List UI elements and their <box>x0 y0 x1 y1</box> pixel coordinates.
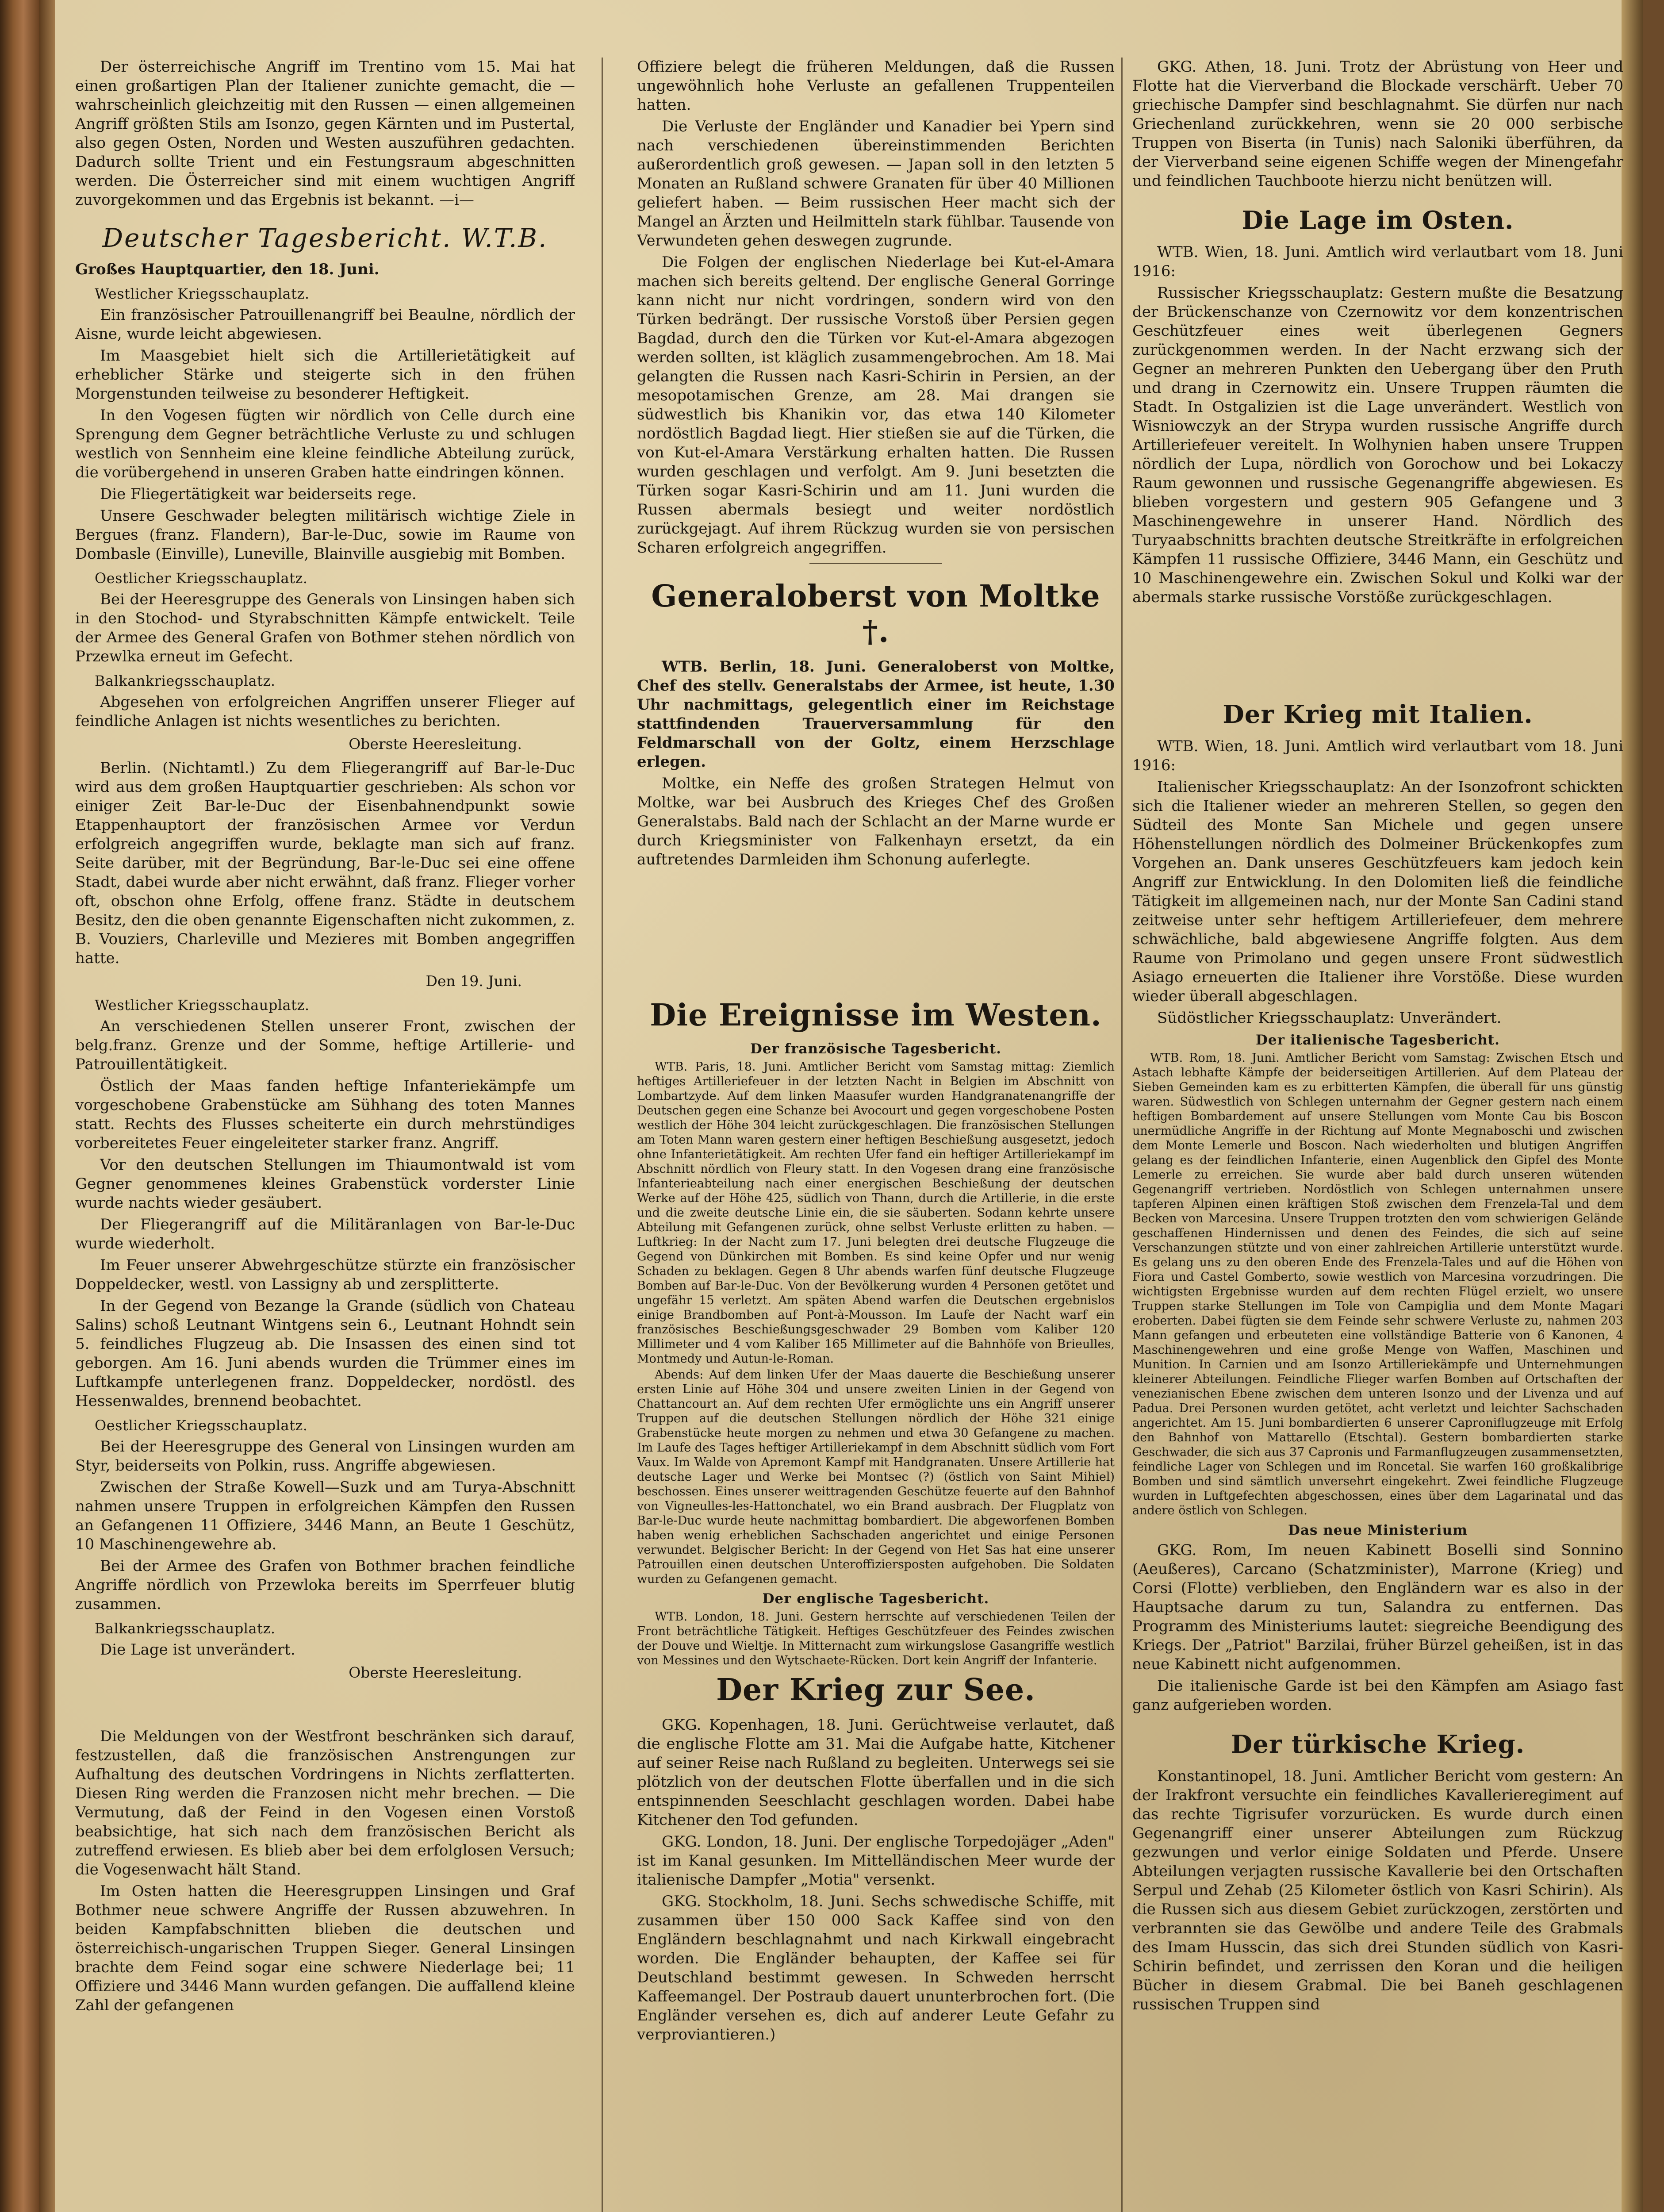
paragraph: Ein französischer Patrouillenangriff bei Beaulne, nördlich der Aisne, wurde leicht abgewiesen. <box>75 306 575 343</box>
paragraph: GKG. London, 18. Juni. Der englische Torpedojäger „Aden" ist im Kanal gesunken. Im Mittelländischen Meer wurde der italienische Dampfer „Motia" versenkt. <box>637 1833 1115 1889</box>
paragraph: GKG. Stockholm, 18. Juni. Sechs schwedische Schiffe, mit zusammen über 150 000 Sack Kaffee sind von den Engländern beschlagnahmt und nach Kirkwall eingebracht worden. Die Engländer behaupten, der Kaffee sei für Deutschland bestimmt gewesen. In Schweden herrscht Kaffeemangel. Der Postraub dauert ununterbrochen fort. (Die Engländer versehen es, dich auf anderer Leute Gefahr zu verproviantieren.) <box>637 1893 1115 2043</box>
subheading: Westlicher Kriegsschauplatz. <box>95 997 310 1014</box>
subheadline: Der englische Tagesbericht. <box>762 1591 989 1607</box>
divider <box>809 563 942 564</box>
paragraph: Vor den deutschen Stellungen im Thiaumontwald ist vom Gegner genommenes kleines Grabenstück vorderster Linie wurde nachts wieder gesäubert. <box>75 1156 575 1212</box>
headline: Der Krieg mit Italien. <box>1223 700 1533 729</box>
paragraph: Die italienische Garde ist bei den Kämpfen am Asiago fast ganz aufgerieben worden. <box>1132 1677 1623 1714</box>
paragraph: Die Fliegertätigkeit war beiderseits rege. <box>100 485 417 503</box>
column-3 <box>1132 58 1623 2212</box>
paragraph: Der österreichische Angriff im Trentino vom 15. Mai hat einen großartigen Plan der Italiener zunichte gemacht, die — wahrscheinlich gleichzeitig mit den Russen — einen allgemeinen Angriff größten Stils am Isonzo, gegen Kärnten und im Pustertal, also gegen Osten, Norden und Westen auszuführen gedachten. Dadurch sollte Trient und ein Festungsraum abgeschnitten werden. Die Österreicher sind mit einem wuchtigen Angriff zuvorgekommen und das Ergebnis ist bekannt. —i— <box>75 58 575 209</box>
paragraph: Moltke, ein Neffe des großen Strategen Helmut von Moltke, war bei Ausbruch des Krieges Chef des Großen Generalstabs. Bald nach der Schlacht an der Marne wurde er durch Kriegsminister von Falkenhayn ersetzt, da ein auftretendes Darmleiden ihm Schonung auferlegte. <box>637 775 1115 868</box>
paragraph: WTB. Wien, 18. Juni. Amtlich wird verlautbart vom 18. Juni 1916: <box>1132 737 1623 774</box>
section-title: Deutscher Tagesbericht. W.T.B. <box>102 223 548 253</box>
paragraph: Italienischer Kriegsschauplatz: An der Isonzofront schickten sich die Italiener wieder an mehreren Stellen, so gegen den Südteil des Monte San Michele und gegen unsere Höhenstellungen nördlich des Dolmeiner Brückenkopfes zum Vorgehen an. Dank unseres Geschützfeuers kam jedoch kein Angriff zur Entwicklung. In den Dolomiten ließ die feindliche Tätigkeit im allgemeinen nach, nur der Monte San Cadini stand zeitweise unter sehr heftigem Artilleriefeuer, dem mehrere schwächliche, bald abgewiesene Angriffe folgten. Aus dem Raume von Primolano und gegen unsere Front südwestlich Asiago erneuerten die Italiener ihre Vorstöße. Diese wurden wieder überall abgeschlagen. <box>1132 778 1623 1005</box>
signature: Oberste Heeresleitung. <box>349 735 522 753</box>
paragraph: Offiziere belegt die früheren Meldungen, daß die Russen ungewöhnlich hohe Verluste an gefallenen Truppenteilen hatten. <box>637 58 1115 114</box>
paragraph: Im Osten hatten die Heeresgruppen Linsingen und Graf Bothmer neue schwere Angriffe der Russen abzuwehren. In beiden Kampfabschnitten blieben die deutschen und österreichisch-ungarischen Truppen Sieger. General Linsingen brachte dem Feind sogar eine schwere Niederlage bei; 11 Offiziere und 3446 Mann wurden gefangen. Die auffallend kleine Zahl der gefangenen <box>75 1882 575 2014</box>
paragraph: WTB. Paris, 18. Juni. Amtlicher Bericht vom Samstag mittag: Ziemlich heftiges Artilleriefeuer in der letzten Nacht in Belgien im Abschnitt von Lombartzyde. Auf dem linken Maasufer wurden Handgranatenangriffe der Deutschen gegen eine Schanze bei Avocourt und gegen vorgeschobene Posten westlich der Höhe 304 leicht zurückgeschlagen. Die französischen Stellungen am Toten Mann waren gestern einer heftigen Beschießung ausgesetzt, jedoch ohne Infanterietätigkeit. Am rechten Ufer fand ein heftiger Artilleriekampf im Abschnitt nördlich von Fleury statt. In den Vogesen drang eine französische Infanterieabteilung nach einer energischen Beschießung der deutschen Werke auf der Höhe 425, südlich von Thann, durch die Artillerie, in die erste und die zweite deutsche Linie ein, die sie säuberten. Sodann kehrte unsere Abteilung mit Gefangenen zurück, ohne selbst Verluste erlitten zu haben. — Luftkrieg: In der Nacht zum 17. Juni belegten drei deutsche Flugzeuge die Gegend von Dünkirchen mit Bomben. Es sind keine Opfer und nur wenig Schaden zu beklagen. Gegen 8 Uhr abends warfen fünf deutsche Flugzeuge Bomben auf Bar-le-Duc. Von der Bevölkerung wurden 4 Personen getötet und ungefähr 15 verletzt. Am späten Abend warfen die Deutschen ergebnislos einige Brandbomben auf Pont-à-Mousson. Im Laufe der Nacht warf ein französisches Beschießungsgeschwader 29 Bomben vom Kaliber 120 Millimeter und 4 vom Kaliber 165 Millimeter auf die Bahnhöfe von Brieulles, Montmedy und Autun-le-Roman. <box>637 1060 1115 1366</box>
paragraph: Im Feuer unserer Abwehrgeschütze stürzte ein französischer Doppeldecker, westl. von Lassigny ab und zersplitterte. <box>75 1256 575 1293</box>
subheading: Oestlicher Kriegsschauplatz. <box>95 570 308 587</box>
paragraph: Der Fliegerangriff auf die Militäranlagen von Bar-le-Duc wurde wiederholt. <box>75 1216 575 1252</box>
subheadline: Der französische Tagesbericht. <box>750 1041 1001 1057</box>
paragraph: Bei der Heeresgruppe des General von Linsingen wurden am Styr, beiderseits von Polkin, russ. Angriffe abgewiesen. <box>75 1438 575 1475</box>
paragraph: Berlin. (Nichtamtl.) Zu dem Fliegerangriff auf Bar-le-Duc wird aus dem großen Hauptquartier geschrieben: Als schon vor einiger Zeit Bar-le-Duc der Eisenbahnendpunkt sowie Etappenhauptort der französischen Armee vor Verdun erfolgreich angegriffen wurde, beklagte man sich auf franz. Seite darüber, mit der Begründung, Bar-le-Duc sei eine offene Stadt, dabei wurde aber nicht erwähnt, daß franz. Flieger vorher oft, obschon ohne Erfolg, offene franz. Städte in deutschem Besitz, den die oben genannte Eigenschaften nicht zukommen, z. B. Vouziers, Charleville und Mezieres mit Bomben angegriffen hatte. <box>75 759 575 967</box>
subheading: Westlicher Kriegsschauplatz. <box>95 285 310 302</box>
subheadline: Der italienische Tagesbericht. <box>1256 1032 1500 1048</box>
paragraph: Zwischen der Straße Kowell—Suzk und am Turya-Abschnitt nahmen unsere Truppen in erfolgreichen Kämpfen den Russen an Gefangenen 11 Offiziere, 3446 Mann, an Beute 1 Geschütz, 10 Maschinengewehre ab. <box>75 1479 575 1553</box>
paragraph: WTB. Berlin, 18. Juni. Generaloberst von Moltke, Chef des stellv. Generalstabs der Armee, ist heute, 1.30 Uhr nachmittags, gelegentlich einer im Reichstage stattfindenden Trauerversammlung für den Feldmarschall von der Goltz, einem Herzschlage erlegen. <box>637 658 1115 771</box>
book-binding <box>0 0 39 2212</box>
paragraph: In der Gegend von Bezange la Grande (südlich von Chateau Salins) schoß Leutnant Wintgens sein 6., Leutnant Hohndt sein 5. feindliches Flugzeug ab. Die Insassen des einen sind tot geborgen. Am 16. Juni abends wurden die Trümmer eines im Luftkampfe unterlegenen franz. Doppeldecker, nordöstl. des Hessenwaldes, brennend beobachtet. <box>75 1297 575 1410</box>
spacer <box>1132 610 1623 685</box>
paragraph: Östlich der Maas fanden heftige Infanteriekämpfe um vorgeschobene Grabenstücke am Sühhang des toten Mannes statt. Rechts des Flusses scheiterte ein durch mehrstündiges vorbereitetes Feuer eingeleiteter starker franz. Angriff. <box>75 1077 575 1152</box>
date-line: Den 19. Juni. <box>426 972 522 990</box>
headline: Der türkische Krieg. <box>1231 1730 1525 1759</box>
paragraph: Die Lage ist unverändert. <box>100 1641 295 1659</box>
headline: Der Krieg zur See. <box>716 1672 1035 1708</box>
paragraph: Bei der Armee des Grafen von Bothmer brachen feindliche Angriffe nördlich von Przewloka bereits im Sperrfeuer blutig zusammen. <box>75 1557 575 1613</box>
paragraph: GKG. Rom, Im neuen Kabinett Boselli sind Sonnino (Aeußeres), Carcano (Schatzminister), Marrone (Krieg) und Corsi (Flotte) verblieben, den Engländern war es also in der Hauptsache darum zu tun, Salandra zu entfernen. Das Programm des Ministeriums lautet: siegreiche Beendigung des Kriegs. Der „Patriot" Barzilai, früher Bürzel geheißen, ist in das neue Kabinett nicht aufgenommen. <box>1132 1541 1623 1673</box>
dateline: Großes Hauptquartier, den 18. Juni. <box>75 261 380 278</box>
paragraph: WTB. London, 18. Juni. Gestern herrschte auf verschiedenen Teilen der Front beträchtliche Tätigkeit. Heftiges Geschützfeuer des Feindes zwischen der Douve und Wieltje. In Mitternacht zum wirkungslose Gasangriffe westlich von Messines und den Wytschaete-Rücken. Dort kein Angriff der Infanterie. <box>637 1610 1115 1667</box>
paragraph: WTB. Wien, 18. Juni. Amtlich wird verlautbart vom 18. Juni 1916: <box>1132 243 1623 280</box>
spacer <box>75 1687 575 1727</box>
paragraph: An verschiedenen Stellen unserer Front, zwischen der belg.franz. Grenze und der Somme, heftige Artillerie- und Patrouillentätigkeit. <box>75 1018 575 1073</box>
column-1 <box>75 58 575 2212</box>
paragraph: Die Meldungen von der Westfront beschränken sich darauf, festzustellen, daß die französischen Anstrengungen zur Aufhaltung des deutschen Vordringens in Nichts zerflatterten. Diesen Ring werden die Franzosen nicht mehr brechen. — Die Vermutung, daß der Feind in den Vogesen einen Vorstoß beabsichtige, hat sich nach dem französischen Bericht als zutreffend erwiesen. Es blieb aber bei dem erfolglosen Versuch; die Vogesenwacht hält Stand. <box>75 1728 575 1878</box>
subheading: Balkankriegsschauplatz. <box>95 1620 276 1637</box>
headline: Die Lage im Osten. <box>1242 206 1514 235</box>
column-2 <box>637 58 1115 2212</box>
subheading: Balkankriegsschauplatz. <box>95 672 276 689</box>
binding-edge <box>39 0 55 2212</box>
page-right-edge <box>1622 0 1643 2212</box>
paragraph: In den Vogesen fügten wir nördlich von Celle durch eine Sprengung dem Gegner beträchtliche Verluste zu und schlugen westlich von Sennheim eine kleine feindliche Abteilung zurück, die vorübergehend in unseren Graben hatte eindringen können. <box>75 407 575 481</box>
subheadline: Das neue Ministerium <box>1288 1522 1468 1538</box>
spacer <box>637 872 1115 983</box>
paragraph: Unsere Geschwader belegten militärisch wichtige Ziele in Bergues (franz. Flandern), Bar-le-Duc, sowie im Raume von Dombasle (Einville), Luneville, Blainville ausgiebig mit Bomben. <box>75 507 575 563</box>
paragraph: GKG. Kopenhagen, 18. Juni. Gerüchtweise verlautet, daß die englische Flotte am 31. Mai die Aufgabe hatte, Kitchener auf seiner Reise nach Rußland zu begleiten. Unterwegs sei sie plötzlich von der deutschen Flotte überfallen und in die sich entspinnenden Seeschlacht geschlagen worden. Dabei habe Kitchener den Tod gefunden. <box>637 1716 1115 1829</box>
subheading: Oestlicher Kriegsschauplatz. <box>95 1417 308 1434</box>
paragraph: Konstantinopel, 18. Juni. Amtlicher Bericht vom gestern: An der Irakfront versuchte ein feindliches Kavallerieregiment auf das rechte Tigrisufer vorzurücken. Es wurde durch einen Gegenangriff einer unserer Abteilungen zum Rückzug gezwungen und verlor einige Soldaten und Pferde. Unsere Abteilungen verjagten russische Kavallerie bei den Ortschaften Serpul und Zehab (25 Kilometer östlich von Kasri Schirin). Als die Russen sich aus diesem Gebiet zurückzogen, zerstörten und verbrannten sie das Gewölbe und andere Teile des Grabmals des Imam Husscin, das sich drei Stunden südlich von Kasri-Schirin befindet, und zerrissen den Koran und die heiligen Bücher in diesem Grabmal. Die bei Baneh geschlagenen russischen Truppen sind <box>1132 1767 1623 2013</box>
paragraph: Südöstlicher Kriegsschauplatz: Unverändert. <box>1157 1009 1502 1027</box>
paragraph: Die Verluste der Engländer und Kanadier bei Ypern sind nach verschiedenen übereinstimmenden Berichten außerordentlich groß gewesen. — Japan soll in den letzten 5 Monaten an Rußland schwere Granaten für über 40 Millionen geliefert haben. — Beim russischen Heer macht sich der Mangel an Ärzten und Heilmitteln stark fühlbar. Tausende von Verwundeten gehen deswegen zugrunde. <box>637 118 1115 250</box>
paragraph: Bei der Heeresgruppe des Generals von Linsingen haben sich in den Stochod- und Styrabschnitten Kämpfe entwickelt. Teile der Armee des General Grafen von Bothmer stehen nördlich von Przewlka erneut im Gefecht. <box>75 591 575 665</box>
signature: Oberste Heeresleitung. <box>349 1664 522 1681</box>
column-rule-1 <box>602 58 603 2212</box>
headline: Generaloberst von Moltke †. <box>651 579 1100 649</box>
paragraph: Abends: Auf dem linken Ufer der Maas dauerte die Beschießung unserer ersten Linie auf Höhe 304 und unsere zweiten Linien in der Gegend von Chattancourt an. Auf dem rechten Ufer ermöglichte uns ein Angriff unserer Truppen auf die deutschen Stellungen nördlich der Höhe 321 einige Grabenstücke heute morgen zu nehmen und etwa 30 Gefangene zu machen. Im Laufe des Tages heftiger Artilleriekampf in dem Abschnitt südlich vom Fort Vaux. Im Walde von Apremont Kampf mit Handgranaten. Unsere Artillerie hat deutsche Lager und Werke bei Montsec (?) (östlich von Saint Mihiel) beschossen. Eines unserer weittragenden Geschütze feuerte auf den Bahnhof von Vigneulles-les-Hattonchatel, wo ein Brand ausbrach. Der Flugplatz von Bar-le-Duc wurde heute nachmittag bombardiert. Die abgeworfenen Bomben haben wenig erheblichen Sachschaden angerichtet und einige Personen verwundet. Belgischer Bericht: In der Gegend von Het Sas hat eine unserer Patrouillen einen deutschen Unteroffiziersposten aufgehoben. Die Soldaten wurden zu Gefangenen gemacht. <box>637 1368 1115 1586</box>
paragraph: Russischer Kriegsschauplatz: Gestern mußte die Besatzung der Brückenschanze von Czernowitz vor dem konzentrischen Geschützfeuer eines weit überlegenen Gegners zurückgenommen werden. In der Nacht erzwang sich der Gegner an mehreren Punkten den Uebergang über den Pruth und drang in Czernowitz ein. Unsere Truppen räumten die Stadt. In Ostgalizien ist die Lage unverändert. Westlich von Wisniowczyk an der Strypa wurden russische Angriffe durch Artilleriefeuer vereitelt. In Wolhynien haben unsere Truppen nördlich der Lupa, nördlich von Gorochow und bei Lokaczy Raum gewonnen und russische Gegenangriffe abgewiesen. Es blieben vorgestern und gestern 905 Gefangene und 3 Maschinengewehre in unserer Hand. Nördlich des Turyaabschnitts brachten deutsche Streitkräfte in erfolgreichen Kämpfen 11 russische Offiziere, 3446 Mann, ein Geschütz und 10 Maschinengewehre ein. Zwischen Sokul und Kolki war der abermals starke russische Vorstöße zurückgeschlagen. <box>1132 284 1623 606</box>
headline: Die Ereignisse im Westen. <box>650 998 1102 1033</box>
paragraph: WTB. Rom, 18. Juni. Amtlicher Bericht vom Samstag: Zwischen Etsch und Astach lebhafte Kämpfe der beiderseitigen Artillerien. Auf dem Plateau der Sieben Gemeinden kam es zu erbitterten Kämpfen, die überall für uns günstig waren. Südwestlich von Schlegen unternahm der Gegner gestern nach einem heftigen Bombardement auf unsere Stellungen vom Monte Cau bis Boscon unermüdliche Angriffe in der Richtung auf Monte Megnaboschi und zwischen dem Monte Lemerle und Boscon. Nach wiederholten und blutigen Angriffen gelang es der feindlichen Infanterie, einen Augenblick den Gipfel des Monte Lemerle zu erreichen. Sie wurde aber bald durch unseren wütenden Gegenangriff vertrieben. Nordöstlich von Schlegen unternahmen unsere tapferen Alpinen einen kräftigen Stoß zwischen dem Frenzela-Tal und dem Becken von Marcesina. Unsere Truppen trotzten den vom schwierigen Gelände geschaffenen Hindernissen und denen des Feindes, die sich auf seine Verschanzungen stützte und von einer zahlreichen Artillerie unterstützt wurde. Es gelang uns zu den oberen Ende des Frenzela-Tales und auf die Höhen von Fiora und Castel Gomberto, sowie westlich von Marcesina vorzudringen. Die wichtigsten Ergebnisse wurden auf dem rechten Flügel erzielt, wo unsere Truppen starke Stellungen im Tole von Campiglia und dem Monte Magari eroberten. Dabei fügten sie dem Feinde sehr schwere Verluste zu, nahmen 203 Mann gefangen und erbeuteten eine vollständige Batterie von 6 Kanonen, 4 Maschinengewehren und eine große Menge von Waffen, Maschinen und Munition. In Carnien und am Isonzo Artilleriekämpfe und Unternehmungen kleinerer Abteilungen. Feindliche Flieger warfen Bomben auf Ortschaften der venezianischen Ebene zwischen dem unteren Isonzo und der Livenza und auf Padua. Drei Personen wurden getötet, acht verletzt und leichter Sachschaden angerichtet. Am 15. Juni bombardierten 6 unserer Caproniflugzeuge mit Erfolg den Bahnhof von Mattarello (Etschtal). Gestern bombardierten starke Geschwader, die sich aus 37 Capronis und Farmanflugzeugen zusammensetzten, feindliche Lager von Schlegen und im Roncetal. Sie warfen 160 großkalibrige Bomben und sind sämtlich unversehrt eingekehrt. Zwei feindliche Flugzeuge wurden in Luftgefechten abgeschossen, eines über dem Lagarinatal und das andere östlich von Schlegen. <box>1132 1051 1623 1517</box>
column-rule-2 <box>1121 58 1123 2212</box>
paragraph: GKG. Athen, 18. Juni. Trotz der Abrüstung von Heer und Flotte hat die Vierverband die Blockade verschärft. Ueber 70 griechische Dampfer sind beschlagnahmt. Sie dürfen nur nach Griechenland zurückkehren, wenn sie 20 000 serbische Truppen von Biserta (in Tunis) nach Saloniki überführen, da der Vierverband seine eigenen Schiffe wegen der Minengefahr und feindlichen Tauchboote hierzu nicht benützen will. <box>1132 58 1623 190</box>
paragraph: Abgesehen von erfolgreichen Angriffen unserer Flieger auf feindliche Anlagen ist nichts wesentliches zu berichten. <box>75 693 575 730</box>
paragraph: Die Folgen der englischen Niederlage bei Kut-el-Amara machen sich bereits geltend. Der englische General Gorringe kann nicht nur nicht vordringen, sondern wird von den Türken bedrängt. Der russische Vorstoß über Persien gegen Bagdad, durch den die Türken vor Kut-el-Amara abgezogen werden sollten, ist kläglich zusammengebrochen. Am 18. Mai gelangten die Russen nach Kasri-Schirin in Persien, an der mesopotamischen Grenze, am 28. Mai drangen sie südwestlich bis Khanikin vor, das etwa 140 Kilometer nordöstlich Bagdad liegt. Hier stießen sie auf die Türken, die von Kut-el-Amara Verstärkung erhalten hatten. Die Russen wurden geschlagen und verfolgt. Am 9. Juni besetzten die Türken sogar Kasri-Schirin und am 11. Juni wurden die Russen abermals besiegt und weiter nordöstlich zurückgejagt. Auf ihrem Rückzug wurden sie von persischen Scharen erfolgreich angegriffen. <box>637 253 1115 557</box>
paragraph: Im Maasgebiet hielt sich die Artillerietätigkeit auf erheblicher Stärke und steigerte sich in den frühen Morgenstunden teilweise zu besonderer Heftigkeit. <box>75 347 575 403</box>
